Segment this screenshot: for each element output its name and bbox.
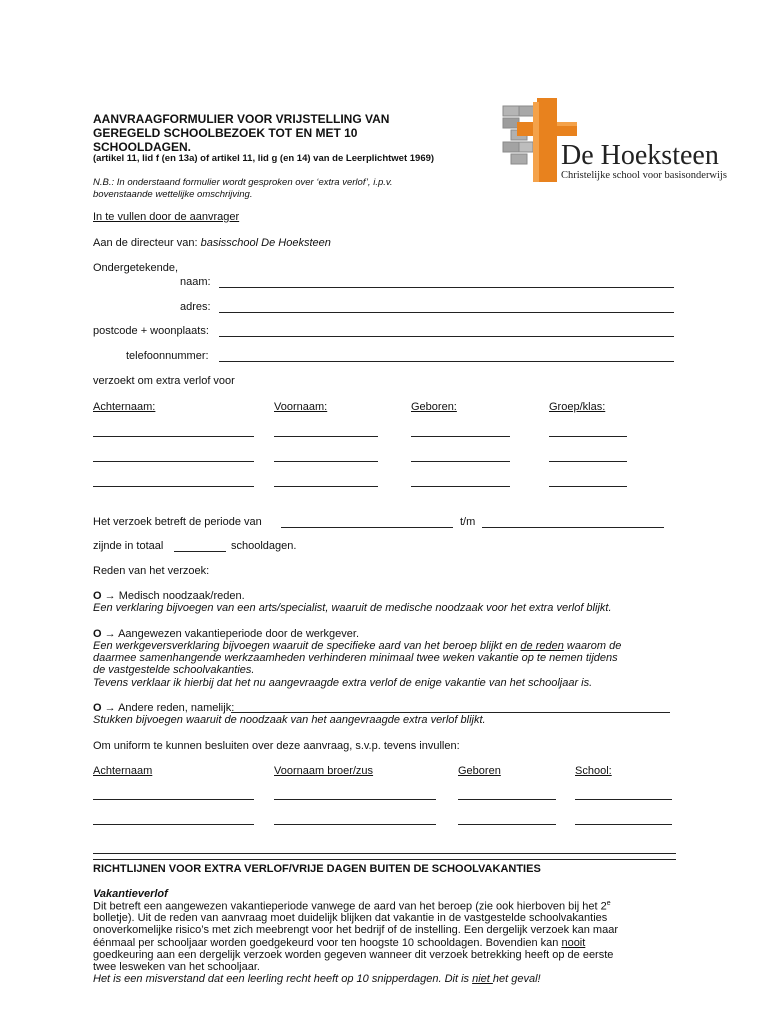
sib-school-field[interactable]: [575, 824, 672, 825]
guideline-line: bolletje). Uit de reden van aanvraag moet duidelijk blijken dat vakantie in de vastgestelde schoolvakanties: [93, 912, 608, 924]
option2-note-line: daarmee samenhangende werkzaamheden verhinderen minimaal twee weken vakantie op te nemen tijdens: [93, 652, 618, 664]
logo-graphic: [497, 98, 737, 190]
guideline-text: Dit betreft een aangewezen vakantieperiode vanwege de aard van het beroep (zie ook hierboven bij het 2: [93, 900, 607, 913]
form-title: [93, 112, 389, 154]
title-line: AANVRAAGFORMULIER VOOR VRIJSTELLING VAN: [93, 112, 390, 126]
nb-line: bovenstaande wettelijke omschrijving.: [93, 189, 253, 200]
sib-achternaam-field[interactable]: [93, 799, 254, 800]
guideline-line: [93, 937, 585, 949]
option-title: Andere reden, namelijk:: [118, 702, 235, 714]
guideline-line: onoverkomelijke risico’s met zich meebrengt voor het bedrijf of de instelling. Een dergelijk verzoek kan maar: [93, 924, 618, 936]
guideline-line: [93, 900, 611, 913]
note-text: Een werkgeversverklaring bijvoegen waaruit de specifieke aard van het beroep blijkt en: [93, 640, 521, 652]
option-marker: O →: [93, 590, 116, 602]
naam-label: naam:: [180, 276, 211, 288]
option-title: Aangewezen vakantieperiode door de werkgever.: [118, 628, 360, 640]
section-divider: [93, 853, 676, 860]
col-achternaam: Achternaam:: [93, 401, 156, 413]
total-suffix: schooldagen.: [231, 540, 297, 552]
postcode-label: postcode + woonplaats:: [93, 325, 209, 337]
child-geboren-field[interactable]: [411, 461, 510, 462]
total-prefix: zijnde in totaal: [93, 540, 164, 552]
sib-geboren-field[interactable]: [458, 824, 556, 825]
naam-field[interactable]: [219, 287, 674, 288]
reasons-heading: Reden van het verzoek:: [93, 565, 210, 577]
reason-option-other[interactable]: [93, 702, 234, 714]
logo-name: De Hoeksteen: [561, 140, 719, 171]
addressee: [93, 237, 331, 249]
nb-note: [93, 177, 393, 201]
child-achternaam-field[interactable]: [93, 486, 254, 487]
other-reason-field[interactable]: [231, 712, 670, 713]
guideline-text: éénmaal per schooljaar worden goedgekeurd voor ten hoogste 10 schooldagen. Bovendien kan: [93, 937, 562, 949]
option-marker: O →: [93, 702, 116, 714]
guideline-underlined: nooit: [561, 937, 586, 949]
addressee-label: Aan de directeur van:: [93, 237, 201, 249]
sib-geboren-field[interactable]: [458, 799, 556, 800]
child-geboren-field[interactable]: [411, 486, 510, 487]
reason-option-medical[interactable]: [93, 590, 245, 602]
child-achternaam-field[interactable]: [93, 436, 254, 437]
total-days-field[interactable]: [174, 551, 226, 552]
sib-achternaam-field[interactable]: [93, 824, 254, 825]
telefoon-label: telefoonnummer:: [126, 350, 209, 362]
guidelines-heading: RICHTLIJNEN VOOR EXTRA VERLOF/VRIJE DAGEN BUITEN DE SCHOOLVAKANTIES: [93, 863, 541, 875]
guideline-warning: [93, 973, 541, 985]
option3-note: Stukken bijvoegen waaruit de noodzaak van het aangevraagde extra verlof blijkt.: [93, 714, 486, 726]
guideline-line: twee lesweken van het schooljaar.: [93, 961, 260, 973]
period-to-field[interactable]: [482, 527, 664, 528]
period-from-field[interactable]: [281, 527, 453, 528]
option-title: Medisch noodzaak/reden.: [118, 590, 245, 602]
nb-line: N.B.: In onderstaand formulier wordt gesproken over ‘extra verlof’, i.p.v.: [93, 177, 393, 188]
reason-option-employer[interactable]: [93, 628, 359, 640]
option2-note-line: de vastgestelde schoolvakanties.: [93, 664, 255, 676]
undersigned-label: Ondergetekende,: [93, 262, 179, 274]
option1-note: Een verklaring bijvoegen van een arts/specialist, waaruit de medische noodzaak voor het extra verlof blijkt.: [93, 602, 612, 614]
guidelines-subheading: Vakantieverlof: [93, 888, 168, 900]
child-achternaam-field[interactable]: [93, 461, 254, 462]
adres-label: adres:: [180, 301, 211, 313]
siblings-intro: Om uniform te kunnen besluiten over deze aanvraag, s.v.p. tevens invullen:: [93, 740, 460, 752]
child-groep-field[interactable]: [549, 461, 627, 462]
guideline-underlined: niet: [472, 973, 493, 985]
period-tm: t/m: [460, 516, 476, 528]
sib-col-geboren: Geboren: [458, 765, 501, 777]
option-marker: O →: [93, 628, 116, 640]
col-groep: Groep/klas:: [549, 401, 606, 413]
addressee-value: basisschool De Hoeksteen: [200, 237, 331, 249]
sib-voornaam-field[interactable]: [274, 824, 436, 825]
adres-field[interactable]: [219, 312, 674, 313]
title-line: SCHOOLDAGEN.: [93, 140, 192, 154]
sib-col-school: School:: [575, 765, 612, 777]
guideline-line: goedkeuring aan een dergelijk verzoek worden gegeven wanneer dit verzoek betrekking heeft op de eerste: [93, 949, 614, 961]
option2-note: [93, 640, 621, 652]
sib-col-voornaam: Voornaam broer/zus: [274, 765, 374, 777]
legal-reference: (artikel 11, lid f (en 13a) of artikel 11, lid g (en 14) van de Leerplichtwet 1969): [93, 153, 435, 164]
child-voornaam-field[interactable]: [274, 436, 378, 437]
child-geboren-field[interactable]: [411, 436, 510, 437]
logo-tagline: Christelijke school voor basisonderwijs: [561, 170, 727, 181]
guideline-text: het geval!: [492, 973, 541, 985]
child-groep-field[interactable]: [549, 436, 627, 437]
note-underlined: de reden: [520, 640, 564, 652]
sib-voornaam-field[interactable]: [274, 799, 436, 800]
col-geboren: Geboren:: [411, 401, 457, 413]
superscript: e: [606, 900, 611, 907]
child-groep-field[interactable]: [549, 486, 627, 487]
sib-col-achternaam: Achternaam: [93, 765, 153, 777]
note-text: waarom de: [563, 640, 622, 652]
option2-declaration: Tevens verklaar ik hierbij dat het nu aangevraagde extra verlof de enige vakantie van het schooljaar is.: [93, 677, 593, 689]
period-label: Het verzoek betreft de periode van: [93, 516, 262, 528]
school-logo: [497, 98, 737, 190]
guideline-text: Het is een misverstand dat een leerling recht heeft op 10 snipperdagen. Dit is: [93, 973, 473, 985]
title-line: GEREGELD SCHOOLBEZOEK TOT EN MET 10: [93, 126, 358, 140]
sib-school-field[interactable]: [575, 799, 672, 800]
postcode-field[interactable]: [219, 336, 674, 337]
child-voornaam-field[interactable]: [274, 486, 378, 487]
request-intro: verzoekt om extra verlof voor: [93, 375, 235, 387]
applicant-heading: In te vullen door de aanvrager: [93, 211, 240, 223]
col-voornaam: Voornaam:: [274, 401, 328, 413]
child-voornaam-field[interactable]: [274, 461, 378, 462]
telefoon-field[interactable]: [219, 361, 674, 362]
